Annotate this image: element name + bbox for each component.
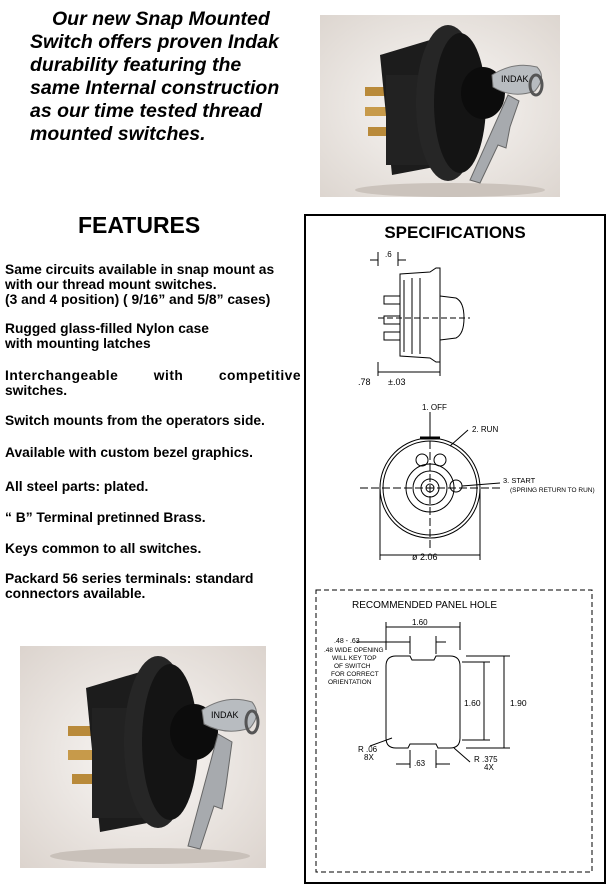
side-view-drawing xyxy=(370,252,470,376)
key-brand-label: INDAK xyxy=(501,74,529,84)
feature-line: Rugged glass-filled Nylon case xyxy=(5,321,209,336)
feature-line: Keys common to all switches. xyxy=(5,541,202,556)
position-off-label: 1. OFF xyxy=(422,403,447,412)
feature-line: Packard 56 series terminals: standard xyxy=(5,571,254,586)
feature-line: connectors available. xyxy=(5,586,146,601)
specifications-heading: SPECIFICATIONS xyxy=(384,223,526,242)
panel-note-line: WILL KEY TOP xyxy=(332,655,377,662)
feature-line: with mounting latches xyxy=(5,336,151,351)
panel-note-dim: .48 - .63 xyxy=(334,638,360,645)
panel-note-line: ORIENTATION xyxy=(328,679,372,686)
position-run-label: 2. RUN xyxy=(472,425,499,434)
intro-paragraph: Our new Snap Mounted Switch offers proven Indak durability featuring the same Internal construction as our time tested thread mounted switches. xyxy=(30,8,280,145)
feature-line: Same circuits available in snap mount as xyxy=(5,262,275,277)
panel-hole-title: RECOMMENDED PANEL HOLE xyxy=(352,600,498,611)
feature-line: (3 and 4 position) ( 9/16” and 5/8” cases) xyxy=(5,292,271,307)
feature-line: with our thread mount switches. xyxy=(5,277,217,292)
panel-note-line: OF SWITCH xyxy=(334,663,371,670)
feature-line: “ B” Terminal pretinned Brass. xyxy=(5,510,206,525)
features-heading: FEATURES xyxy=(78,212,201,238)
feature-line: Available with custom bezel graphics. xyxy=(5,445,253,460)
dim-top-label: .6 xyxy=(385,250,392,259)
position-start-label: 3. START xyxy=(503,476,536,485)
feature-line: switches. xyxy=(5,383,68,398)
feature-line: Switch mounts from the operators side. xyxy=(5,413,265,428)
panel-height-inner-label: 1.60 xyxy=(464,698,481,708)
tab-width-label: .63 xyxy=(414,759,426,768)
panel-height-outer-label: 1.90 xyxy=(510,698,527,708)
key-brand-label: INDAK xyxy=(211,710,239,720)
front-view-drawing xyxy=(360,412,500,560)
radius-small-label: R .06 xyxy=(358,745,378,754)
panel-note-line: .48 WIDE OPENING xyxy=(324,647,384,654)
dim-depth-label: .78 xyxy=(358,377,371,387)
panel-width-label: 1.60 xyxy=(412,618,428,627)
panel-note-line: FOR CORRECT xyxy=(331,671,379,678)
radius-large-label: R .375 xyxy=(474,755,498,764)
diameter-label: ø 2.06 xyxy=(412,552,438,562)
feature-line: All steel parts: plated. xyxy=(5,479,149,494)
panel-hole-drawing xyxy=(316,590,592,872)
radius-small-qty: 8X xyxy=(364,753,374,762)
feature-line: Interchangeable with competitive xyxy=(5,368,301,383)
dim-depth-tolerance: ±.03 xyxy=(388,377,406,387)
radius-large-qty: 4X xyxy=(484,763,494,772)
position-start-note: (SPRING RETURN TO RUN) xyxy=(510,487,595,494)
